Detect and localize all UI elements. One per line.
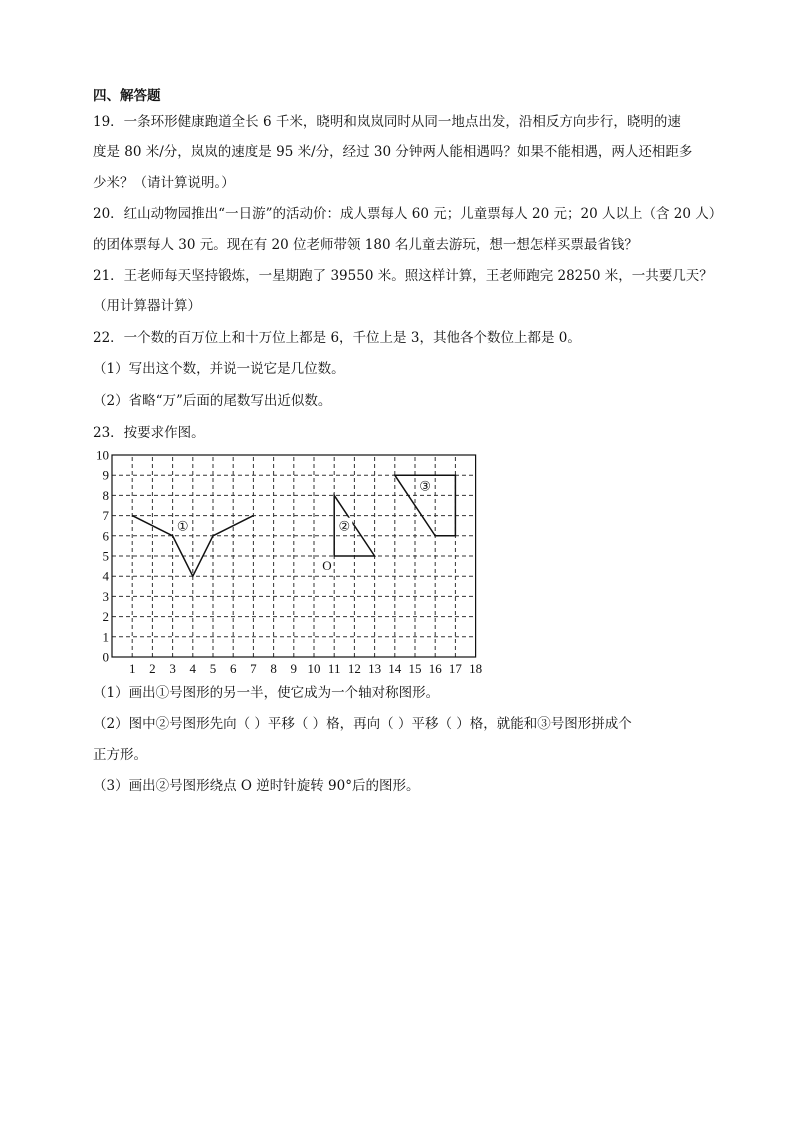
q19-line-3: 少米？（请计算说明。） [93,175,235,191]
q20-line-1: 20．红山动物园推出“一日游”的活动价：成人票每人 60 元；儿童票每人 20 元；20 人以上（含 20 人） [93,206,723,222]
x-tick-label: 18 [469,661,483,676]
q23-sub-2-line-2: 正方形。 [93,747,147,763]
shape-1-label: ① [176,518,189,534]
x-tick-label: 5 [209,661,217,676]
y-tick-label: 5 [102,548,109,564]
q23-sub-2-line-1: （2）图中②号图形先向（ ）平移（ ）格，再向（ ）平移（ ）格，就能和③号图形拼成个 [93,716,632,732]
q23-sub-3: （3）画出②号图形绕点 O 逆时针旋转 90°后的图形。 [93,778,420,794]
x-tick-label: 1 [128,661,136,676]
q22-line-1: 22．一个数的百万位上和十万位上都是 6，千位上是 3，其他各个数位上都是 0。 [93,330,581,346]
y-tick-label: 7 [102,508,109,524]
x-tick-label: 8 [270,661,277,676]
x-tick-label: 13 [368,661,382,676]
y-tick-label: 10 [96,447,109,463]
shape-2-label: ② [338,518,351,534]
q22-sub-1: （1）写出这个数，并说一说它是几位数。 [93,361,345,377]
y-tick-label: 6 [102,528,109,544]
x-tick-label: 14 [388,661,402,676]
x-tick-label: 16 [428,661,442,676]
x-tick-label: 12 [347,661,361,676]
x-tick-label: 17 [448,661,462,676]
x-tick-label: 15 [408,661,422,676]
y-tick-label: 8 [102,487,109,503]
y-tick-label: 3 [102,588,109,604]
y-tick-label: 0 [102,649,109,665]
y-tick-label: 2 [102,609,109,625]
y-tick-label: 4 [102,568,109,584]
x-tick-label: 4 [189,661,197,676]
x-tick-label: 11 [327,661,341,676]
q22-sub-2: （2）省略“万”后面的尾数写出近似数。 [93,393,332,409]
y-tick-label: 9 [102,467,109,483]
shape-3-label: ③ [419,478,431,494]
x-tick-label: 10 [307,661,321,676]
coordinate-grid-figure [96,447,492,679]
x-tick-label: 6 [229,661,237,676]
x-tick-label: 2 [149,661,156,676]
q19-line-2: 度是 80 米/分，岚岚的速度是 95 米/分，经过 30 分钟两人能相遇吗？如果不能相遇，两人还相距多 [93,144,693,160]
x-tick-label: 7 [250,661,257,676]
section-title: 四、解答题 [93,88,161,104]
x-tick-label: 3 [169,661,176,676]
y-tick-label: 1 [102,629,109,645]
q21-line-1: 21．王老师每天坚持锻炼，一星期跑了 39550 米。照这样计算，王老师跑完 28250 米，一共要几天？ [93,268,713,284]
q20-line-2: 的团体票每人 30 元。现在有 20 位老师带领 180 名儿童去游玩，想一想怎样买票最省钱？ [93,237,638,253]
shape-1 [132,516,253,577]
q23-sub-1: （1）画出①号图形的另一半，使它成为一个轴对称图形。 [93,685,440,701]
q23-line-1: 23．按要求作图。 [93,425,205,441]
point-o-label: O [322,558,332,573]
q19-line-1: 19．一条环形健康跑道全长 6 千米，晓明和岚岚同时从同一地点出发，沿相反方向步行，晓明的速 [93,114,681,130]
x-tick-label: 9 [290,661,298,676]
q21-line-2: （用计算器计算） [93,298,201,314]
